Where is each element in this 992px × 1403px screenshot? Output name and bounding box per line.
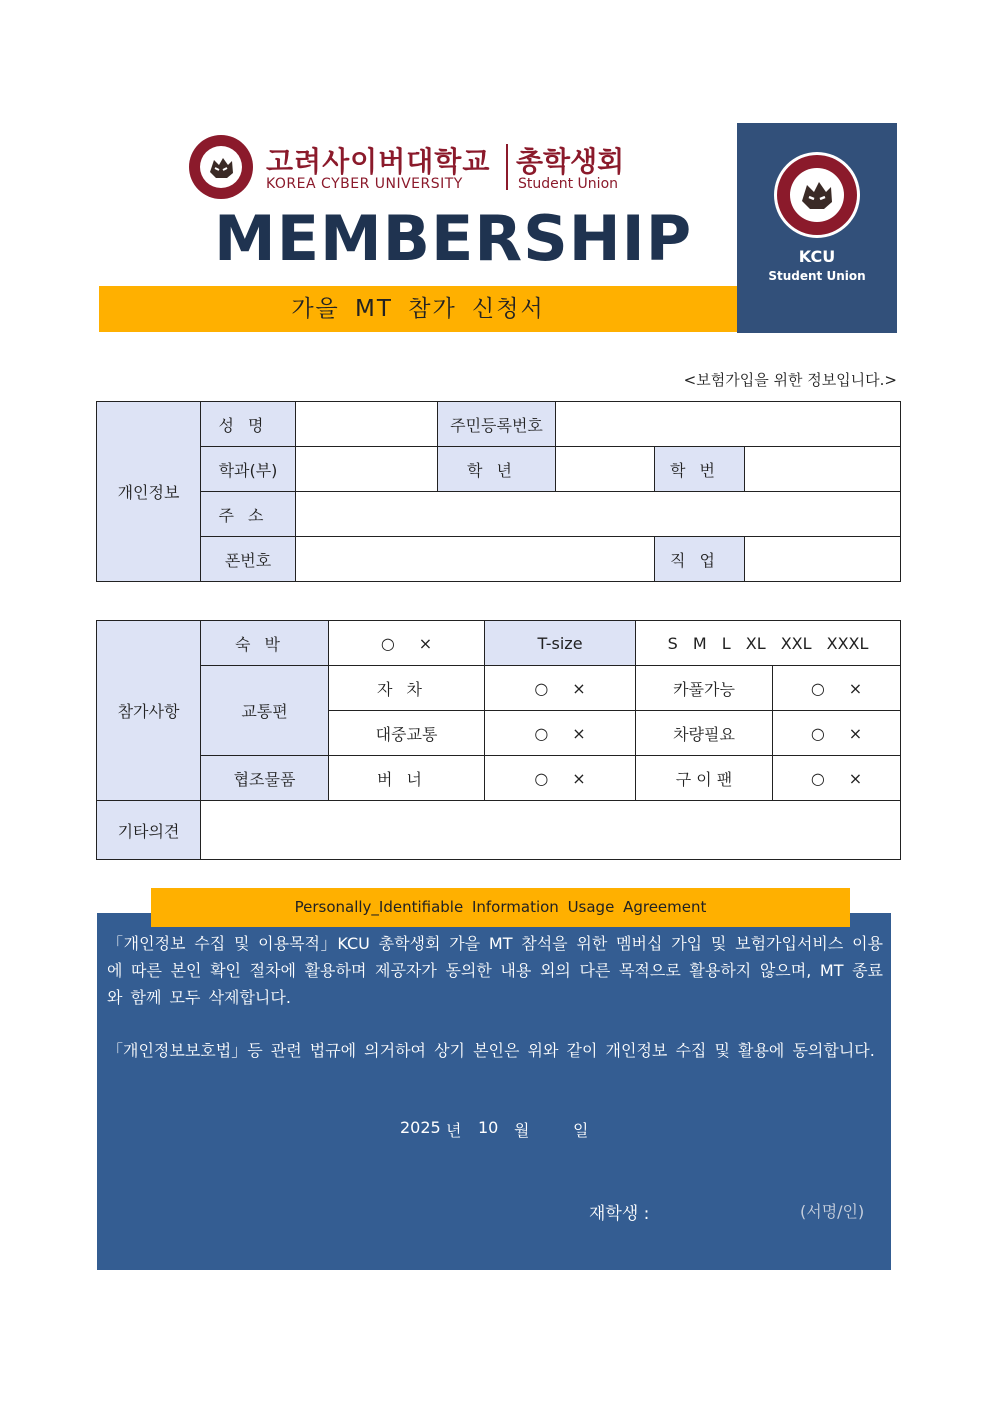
- page-title: MEMBERSHIP: [214, 202, 693, 275]
- participation-table: [96, 620, 901, 860]
- insurance-note: <보험가입을 위한 정보입니다.>: [683, 371, 897, 389]
- option-no[interactable]: ×: [418, 633, 433, 653]
- agreement-title-tab: [151, 888, 850, 927]
- signature-hint[interactable]: (서명/인): [800, 1202, 865, 1221]
- grill-pan-choice[interactable]: [773, 756, 901, 801]
- date-year: 2025: [400, 1118, 441, 1137]
- option-yes[interactable]: ○: [380, 633, 395, 653]
- date-year-unit: 년: [446, 1121, 462, 1140]
- address-field[interactable]: [296, 492, 901, 537]
- tsize-label: T-size: [485, 621, 636, 666]
- side-kcu-label: KCU: [798, 247, 836, 266]
- subtitle-bar: [99, 286, 737, 332]
- header-divider: [506, 144, 508, 190]
- supplies-label: 협조물품: [201, 756, 329, 801]
- student-union-en: Student Union: [518, 176, 619, 192]
- participation-section-label: 참가사항: [97, 621, 201, 801]
- option-yes[interactable]: ○: [810, 678, 825, 698]
- public-transport-choice[interactable]: [485, 711, 636, 756]
- university-name-kr: 고려사이버대학교: [266, 145, 491, 178]
- side-brand-panel: [737, 123, 897, 333]
- resident-number-field[interactable]: [556, 402, 901, 447]
- date-month: 10: [478, 1118, 499, 1137]
- name-field[interactable]: [296, 402, 438, 447]
- option-yes[interactable]: ○: [534, 723, 549, 743]
- occupation-field[interactable]: [745, 537, 901, 582]
- burner-label: 버너: [329, 756, 485, 801]
- form-subtitle: 가을 MT 참가 신청서: [291, 296, 545, 322]
- need-car-label: 차량필요: [636, 711, 773, 756]
- student-number-label: 학번: [655, 447, 745, 492]
- option-no[interactable]: ×: [848, 678, 863, 698]
- occupation-label: 직업: [655, 537, 745, 582]
- student-union-kr: 총학생회: [516, 145, 625, 178]
- own-car-choice[interactable]: [485, 666, 636, 711]
- transport-label: 교통편: [201, 666, 329, 756]
- burner-choice[interactable]: [485, 756, 636, 801]
- agreement-title: Personally_Identifiable Information Usage Agreement: [294, 898, 707, 916]
- option-yes[interactable]: ○: [534, 678, 549, 698]
- public-transport-label: 대중교통: [329, 711, 485, 756]
- option-no[interactable]: ×: [572, 768, 586, 788]
- date-day-unit[interactable]: 일: [573, 1121, 589, 1140]
- lodging-label: 숙박: [201, 621, 329, 666]
- year-field[interactable]: [556, 447, 655, 492]
- own-car-label: 자차: [329, 666, 485, 711]
- option-no[interactable]: ×: [572, 723, 586, 743]
- phone-label: 폰번호: [201, 537, 296, 582]
- tsize-options[interactable]: S M L XL XXL XXXL: [636, 621, 901, 666]
- agreement-purpose-text: 「개인정보 수집 및 이용목적」KCU 총학생회 가을 MT 참석을 위한 멤버십 가입 및 보험가입서비스 이용에 따른 본인 확인 절차에 활용하며 제공자가 동의한 내용 외의 다른 목적으로 활용하지 않으며, MT 종료와 함께 모두 삭제합니다.: [107, 934, 883, 1007]
- university-emblem-icon: [188, 134, 254, 200]
- student-number-field[interactable]: [745, 447, 901, 492]
- department-field[interactable]: [296, 447, 438, 492]
- option-yes[interactable]: ○: [810, 768, 825, 788]
- resident-number-label: 주민등록번호: [438, 402, 556, 447]
- tiger-emblem-icon: [773, 151, 861, 239]
- address-label: 주소: [201, 492, 296, 537]
- grill-pan-label: 구 이 팬: [636, 756, 773, 801]
- lodging-choice[interactable]: [329, 621, 485, 666]
- date-month-unit: 월: [514, 1121, 530, 1140]
- year-label: 학년: [438, 447, 556, 492]
- name-label: 성명: [201, 402, 296, 447]
- other-opinion-label: 기타의견: [97, 801, 201, 860]
- personal-info-section-label: 개인정보: [97, 402, 201, 582]
- department-label: 학과(부): [201, 447, 296, 492]
- option-no[interactable]: ×: [848, 723, 863, 743]
- phone-field[interactable]: [296, 537, 655, 582]
- agreement-consent-text: 「개인정보보호법」등 관련 법규에 의거하여 상기 본인은 위와 같이 개인정보 수집 및 활용에 동의합니다.: [107, 1041, 875, 1060]
- carpool-label: 카풀가능: [636, 666, 773, 711]
- carpool-choice[interactable]: [773, 666, 901, 711]
- signature-label: 재학생 :: [589, 1204, 650, 1224]
- other-opinion-field[interactable]: [201, 801, 901, 860]
- option-no[interactable]: ×: [848, 768, 863, 788]
- option-no[interactable]: ×: [572, 678, 586, 698]
- need-car-choice[interactable]: [773, 711, 901, 756]
- university-name-en: KOREA CYBER UNIVERSITY: [266, 176, 463, 192]
- option-yes[interactable]: ○: [810, 723, 825, 743]
- personal-info-table: [96, 401, 901, 582]
- option-yes[interactable]: ○: [534, 768, 549, 788]
- side-union-label: Student Union: [768, 269, 866, 283]
